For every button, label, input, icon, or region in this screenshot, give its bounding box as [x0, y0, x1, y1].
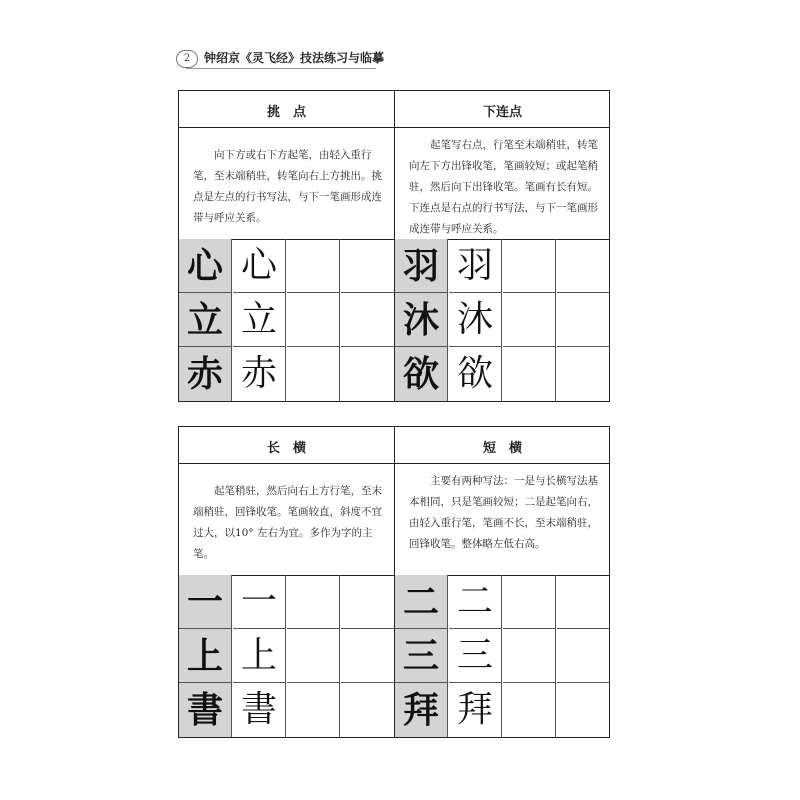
panel-header-row [179, 91, 609, 128]
copy-character-cell [449, 239, 502, 293]
blank-practice-cell [557, 239, 610, 293]
stroke-panel-1 [178, 90, 610, 402]
panel-description-row [179, 463, 609, 576]
model-character-cell [395, 683, 448, 737]
stroke-description-xialiandian: 起笔写右点，行笔至末端稍驻，转笔向左下方出锋收笔，笔画较短；或起笔稍驻，然后向下出锋收笔。笔画有长有短。下连点是右点的行书写法，与下一笔画形成连带与呼应关系。 [409, 139, 598, 235]
copy-character: 欲 [456, 353, 493, 394]
stroke-title-tiaodian: 挑 点 [266, 105, 306, 120]
panel-description-row [179, 127, 609, 240]
stroke-description-changheng: 起笔稍驻，然后向右上方行笔，至末端稍驻，回锋收笔。笔画较直，斜度不宜过大，以10° 左右为宜。多作为字的主笔。 [193, 485, 382, 560]
blank-practice-cell [287, 239, 340, 293]
model-character: 三 [402, 634, 439, 677]
model-character-cell [395, 239, 448, 293]
copy-character-cell [233, 683, 286, 737]
copy-character: 上 [240, 634, 277, 676]
stroke-title-changheng: 长 横 [266, 441, 306, 456]
stroke-description-tiaodian: 向下方或右下方起笔，由轻入重行笔，至末端稍驻，转笔向右上方挑出。挑点是左点的行书写法，与下一笔画形成连带与呼应关系。 [193, 149, 382, 224]
model-character-cell [179, 629, 232, 683]
blank-practice-cell [503, 293, 556, 347]
copy-character: 羽 [456, 244, 493, 286]
model-character: 拜 [402, 689, 439, 731]
copy-character-cell [233, 293, 286, 347]
blank-practice-cell [341, 293, 395, 347]
copy-character-cell [233, 239, 286, 293]
blank-practice-cell [503, 575, 556, 629]
blank-practice-cell [557, 347, 610, 401]
blank-practice-cell [287, 347, 340, 401]
blank-practice-cell [557, 293, 610, 347]
model-character-cell [395, 629, 448, 683]
blank-practice-cell [287, 575, 340, 629]
blank-practice-cell [557, 683, 610, 737]
copy-character: 立 [240, 298, 277, 340]
model-character: 二 [402, 580, 439, 623]
copy-character: 赤 [240, 353, 277, 394]
model-character: 上 [186, 634, 223, 677]
stroke-title-xialiandian: 下连点 [482, 105, 522, 120]
blank-practice-cell [341, 239, 395, 293]
copy-character-cell [449, 293, 502, 347]
copy-character-cell [449, 683, 502, 737]
copy-character: 拜 [456, 689, 493, 730]
copy-character: 二 [456, 580, 493, 622]
copy-character: 三 [456, 634, 493, 676]
practice-grid [179, 575, 609, 737]
model-character-cell [179, 683, 232, 737]
model-character-cell [179, 293, 232, 347]
copy-character-cell [233, 347, 286, 401]
stroke-panel-2 [178, 426, 610, 738]
model-character-cell [395, 575, 448, 629]
model-character: 欲 [402, 353, 439, 395]
model-character: 立 [186, 298, 223, 341]
blank-practice-cell [503, 347, 556, 401]
page-number: 2 [176, 50, 198, 68]
stroke-title-duanheng: 短 横 [482, 441, 522, 456]
blank-practice-cell [287, 293, 340, 347]
copy-character: 書 [240, 689, 277, 730]
header-rule [186, 68, 376, 69]
copy-character-cell [233, 575, 286, 629]
blank-practice-cell [557, 575, 610, 629]
blank-practice-cell [341, 629, 395, 683]
grid-divider [394, 575, 395, 737]
model-character: 沐 [402, 298, 439, 341]
book-title: 钟绍京《灵飞经》技法练习与临摹 [204, 51, 385, 65]
panel-header-row [179, 427, 609, 464]
blank-practice-cell [341, 683, 395, 737]
model-character-cell [395, 293, 448, 347]
copy-character-cell [233, 629, 286, 683]
model-character-cell [179, 575, 232, 629]
blank-practice-cell [503, 683, 556, 737]
blank-practice-cell [503, 629, 556, 683]
practice-grid [179, 239, 609, 401]
copy-character-cell [449, 575, 502, 629]
model-character-cell [395, 347, 448, 401]
blank-practice-cell [287, 629, 340, 683]
model-character: 羽 [402, 244, 439, 287]
copy-character: 一 [240, 580, 277, 622]
stroke-description-duanheng: 主要有两种写法：一是与长横写法基本相同，只是笔画较短；二是起笔向右，由轻入重行笔，笔画不长，至末端稍驻，回锋收笔。整体略左低右高。 [409, 475, 598, 550]
model-character-cell [179, 347, 232, 401]
copy-character: 沐 [456, 298, 493, 340]
copy-character: 心 [240, 244, 277, 286]
model-character: 書 [186, 689, 223, 731]
page-header [176, 48, 385, 72]
blank-practice-cell [557, 629, 610, 683]
model-character-cell [179, 239, 232, 293]
model-character: 赤 [186, 353, 223, 395]
blank-practice-cell [287, 683, 340, 737]
model-character: 心 [186, 244, 223, 287]
model-character: 一 [186, 580, 223, 623]
copy-character-cell [449, 629, 502, 683]
blank-practice-cell [341, 347, 395, 401]
grid-divider [394, 239, 395, 401]
copy-character-cell [449, 347, 502, 401]
blank-practice-cell [341, 575, 395, 629]
blank-practice-cell [503, 239, 556, 293]
